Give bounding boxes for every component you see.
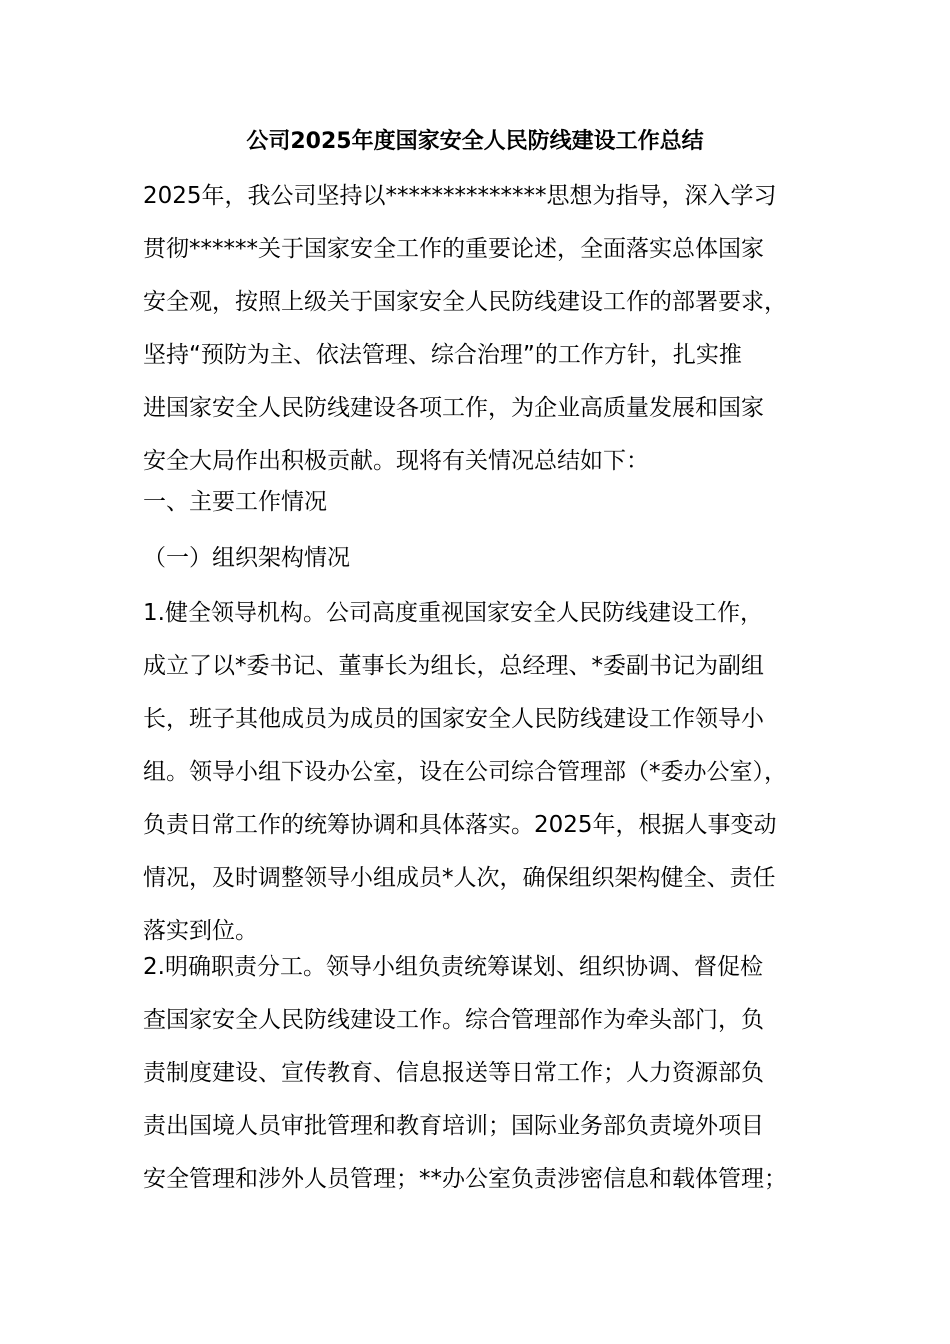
paragraph-line: 长，班子其他成员为成员的国家安全人民防线建设工作领导小 — [143, 706, 764, 732]
intro-line: 安全大局作出积极贡献。现将有关情况总结如下： — [143, 448, 649, 474]
paragraph-line: 1.健全领导机构。公司高度重视国家安全人民防线建设工作， — [143, 600, 763, 626]
paragraph-line: 成立了以*委书记、董事长为组长，总经理、*委副书记为副组 — [143, 653, 764, 679]
paragraph-line: 负责日常工作的统筹协调和具体落实。2025年，根据人事变动 — [143, 812, 777, 838]
subsection-heading-organization — [143, 532, 813, 585]
intro-line: 2025年，我公司坚持以**************思想为指导，深入学习 — [143, 183, 777, 209]
paragraph-line: 落实到位。 — [143, 918, 258, 944]
intro-line: 进国家安全人民防线建设各项工作，为企业高质量发展和国家 — [143, 395, 764, 421]
section-heading: 一、主要工作情况 — [143, 489, 327, 515]
paragraph-leadership — [143, 587, 813, 958]
intro-paragraph — [143, 170, 813, 488]
section-heading-main-work — [143, 476, 813, 529]
paragraph-responsibilities — [143, 941, 813, 1206]
paragraph-line: 组。领导小组下设办公室，设在公司综合管理部（*委办公室）， — [143, 759, 787, 785]
paragraph-line: 查国家安全人民防线建设工作。综合管理部作为牵头部门，负 — [143, 1007, 764, 1033]
paragraph-line: 2.明确职责分工。领导小组负责统筹谋划、组织协调、督促检 — [143, 954, 763, 980]
intro-line: 贯彻******关于国家安全工作的重要论述，全面落实总体国家 — [143, 236, 764, 262]
subsection-heading: （一）组织架构情况 — [143, 545, 350, 571]
paragraph-line: 情况，及时调整领导小组成员*人次，确保组织架构健全、责任 — [143, 865, 776, 891]
paragraph-line: 责出国境人员审批管理和教育培训；国际业务部负责境外项目 — [143, 1113, 764, 1139]
intro-line: 坚持“预防为主、依法管理、综合治理”的工作方针，扎实推 — [143, 342, 742, 368]
intro-line: 安全观，按照上级关于国家安全人民防线建设工作的部署要求， — [143, 289, 787, 315]
paragraph-line: 安全管理和涉外人员管理；**办公室负责涉密信息和载体管理； — [143, 1166, 787, 1192]
document-title: 公司2025年度国家安全人民防线建设工作总结 — [246, 129, 704, 154]
paragraph-line: 责制度建设、宣传教育、信息报送等日常工作；人力资源部负 — [143, 1060, 764, 1086]
